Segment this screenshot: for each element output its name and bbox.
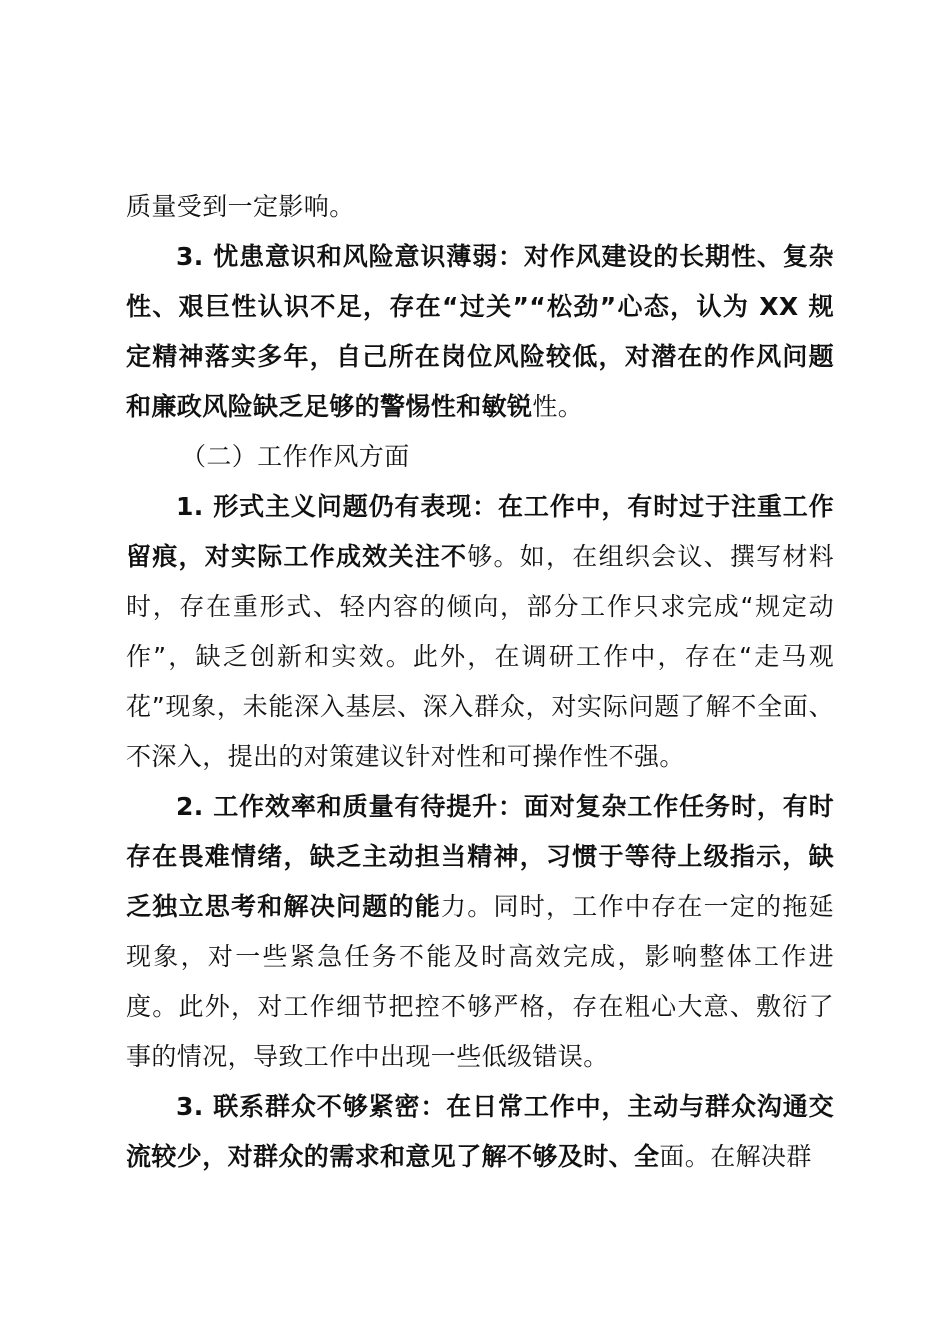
document-body <box>126 182 834 1182</box>
paragraph-text: 面。在解决群 <box>659 1142 812 1171</box>
paragraph-continuation <box>126 182 834 232</box>
paragraph-item-1-formalism <box>126 482 834 782</box>
section-heading-work-style <box>126 432 834 482</box>
paragraph-text: 质量受到一定影响。 <box>126 192 355 221</box>
paragraph-item-3-masses <box>126 1082 834 1182</box>
paragraph-item-2-efficiency <box>126 782 834 1082</box>
paragraph-bold-lead: 2. 工作效率和质量有待提升：面对复杂工作任务时，有时存在畏难情绪，缺乏主动担当精神，习惯于等待上级指示，缺乏独立思考和解决问题的能 <box>126 792 834 921</box>
paragraph-bold-lead: 3. 忧患意识和风险意识薄弱：对作风建设的长期性、复杂性、艰巨性认识不足，存在“过关”“松劲”心态，认为 XX 规定精神落实多年，自己所在岗位风险较低，对潜在的作风问题和廉政风险缺乏足够的警惕性和敏锐 <box>126 242 834 421</box>
section-heading-text: （二）工作作风方面 <box>181 442 410 471</box>
paragraph-item-3-risk-awareness <box>126 232 834 432</box>
paragraph-text: 性。 <box>532 392 584 421</box>
paragraph-bold-lead: 3. 联系群众不够紧密：在日常工作中，主动与群众沟通交流较少，对群众的需求和意见了解不够及时、全 <box>126 1092 834 1171</box>
paragraph-bold-lead: 1. 形式主义问题仍有表现：在工作中，有时过于注重工作留痕，对实际工作成效关注不 <box>126 492 834 571</box>
paragraph-text: 够。如，在组织会议、撰写材料时，存在重形式、轻内容的倾向，部分工作只求完成“规定动作”，缺乏创新和实效。此外，在调研工作中，存在“走马观花”现象，未能深入基层、深入群众，对实际问题了解不全面、不深入，提出的对策建议针对性和可操作性不强。 <box>126 542 834 771</box>
paragraph-text: 力。同时，工作中存在一定的拖延现象，对一些紧急任务不能及时高效完成，影响整体工作进度。此外，对工作细节把控不够严格，存在粗心大意、敷衍了事的情况，导致工作中出现一些低级错误。 <box>126 892 834 1071</box>
